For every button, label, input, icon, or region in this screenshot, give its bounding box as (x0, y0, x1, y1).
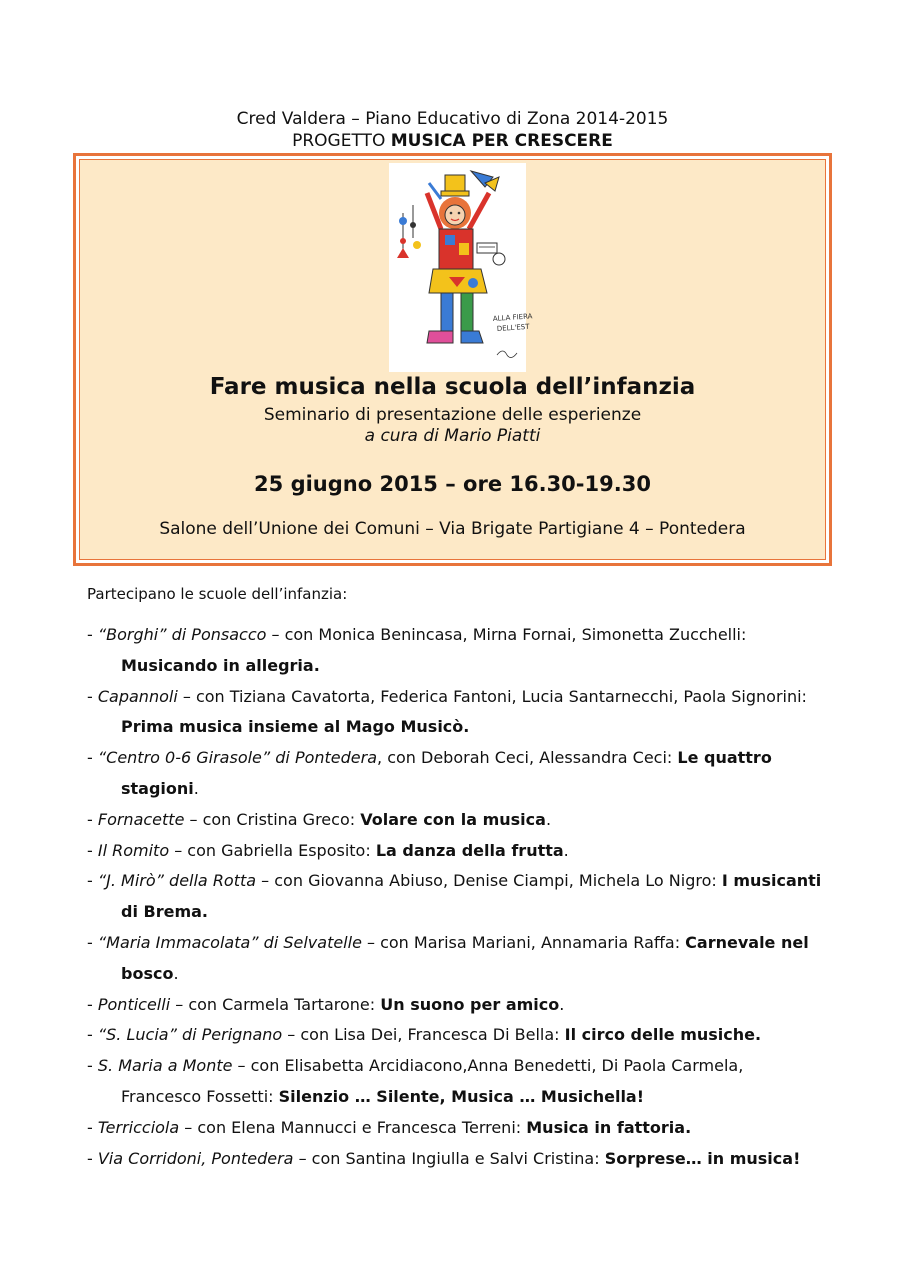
school-tail: . (193, 778, 199, 798)
school-project: Sorprese… in musica! (604, 1148, 801, 1168)
event-box (73, 153, 832, 566)
school-teachers: – con Giovanna Abiuso, Denise Ciampi, Michela Lo Nigro: (256, 871, 722, 891)
list-item: - Ponticelli – con Carmela Tartarone: Un suono per amico. (87, 994, 565, 1014)
school-teachers: – con Elisabetta Arcidiacono,Anna Benedetti, Di Paola Carmela, Francesco Fossetti: (121, 1056, 744, 1106)
school-project: Musicando in allegria. (121, 655, 320, 675)
schools-list (87, 620, 827, 1174)
school-tail: . (563, 840, 569, 860)
event-venue: Salone dell’Unione dei Comuni – Via Brigate Partigiane 4 – Pontedera (159, 519, 746, 539)
header-prefix: PROGETTO (292, 131, 391, 151)
school-project: Il circo delle musiche. (564, 1025, 762, 1045)
school-teachers: – con Elena Mannucci e Francesca Terreni: (179, 1117, 527, 1137)
list-item: - “Centro 0-6 Girasole” di Pontedera, con Deborah Ceci, Alessandra Ceci: Le quattro stagioni. (87, 748, 772, 798)
school-name: “S. Lucia” di Perignano (97, 1025, 283, 1045)
event-subtitle-block (80, 405, 825, 447)
school-name: Il Romito (97, 840, 170, 860)
school-project: I musicanti di Brema. (121, 871, 822, 922)
school-project: Prima musica insieme al Mago Musicò. (121, 717, 470, 737)
school-project: La danza della frutta (375, 840, 564, 860)
school-name: Fornacette (97, 809, 185, 829)
school-teachers: – con Monica Benincasa, Mirna Fornai, Simonetta Zucchelli: (266, 625, 747, 644)
header-line-1: Cred Valdera – Piano Educativo di Zona 2014-2015 (236, 109, 669, 129)
school-tail: . (173, 963, 179, 983)
school-project: Silenzio … Silente, Musica … Musichella! (278, 1086, 645, 1106)
school-teachers: , con Deborah Ceci, Alessandra Ceci: (377, 748, 678, 768)
school-name: “Centro 0-6 Girasole” di Pontedera (97, 748, 378, 768)
school-teachers: – con Carmela Tartarone: (170, 994, 381, 1014)
project-name: MUSICA PER CRESCERE (390, 131, 613, 151)
list-item: - Capannoli – con Tiziana Cavatorta, Federica Fantoni, Lucia Santarnecchi, Paola Signorini: Prima musica insieme al Mago Musicò. (87, 686, 807, 737)
list-item: - “S. Lucia” di Perignano – con Lisa Dei, Francesca Di Bella: Il circo delle musiche. (87, 1025, 762, 1045)
school-teachers: – con Tiziana Cavatorta, Federica Fantoni, Lucia Santarnecchi, Paola Signorini: (177, 686, 807, 706)
school-tail: . (545, 809, 552, 829)
school-name: Capannoli (97, 686, 178, 706)
header-line-2 (0, 130, 905, 152)
school-teachers: – con Gabriella Esposito: (169, 840, 376, 860)
school-name: Via Corridoni, Pontedera (97, 1148, 294, 1168)
school-teachers: – con Lisa Dei, Francesca Di Bella: (282, 1025, 565, 1045)
school-teachers: – con Santina Ingiulla e Salvi Cristina: (293, 1148, 605, 1168)
list-item: - Via Corridoni, Pontedera – con Santina Ingiulla e Salvi Cristina: Sorprese… in musica! (87, 1148, 801, 1168)
school-teachers: – con Cristina Greco: (184, 809, 361, 829)
school-name: “J. Mirò” della Rotta (97, 871, 257, 891)
school-name: Ponticelli (97, 994, 171, 1014)
list-item: - “J. Mirò” della Rotta – con Giovanna Abiuso, Denise Ciampi, Michela Lo Nigro: I musicanti di Brema. (87, 871, 822, 922)
school-name: S. Maria a Monte (97, 1056, 233, 1076)
school-project: Un suono per amico (380, 994, 560, 1014)
event-subtitle: Seminario di presentazione delle esperienze (263, 405, 642, 425)
school-name: “Maria Immacolata” di Selvatelle (97, 932, 362, 952)
school-name: Terricciola (97, 1117, 180, 1137)
school-name: “Borghi” di Ponsacco (97, 625, 267, 644)
event-title: Fare musica nella scuola dell’infanzia (209, 374, 696, 400)
school-project: Le quattro stagioni (121, 748, 772, 798)
musician-drawing-icon (389, 163, 533, 372)
school-project: Volare con la musica (360, 809, 546, 829)
list-item: - Fornacette – con Cristina Greco: Volare con la musica. (87, 809, 552, 829)
list-item: - Il Romito – con Gabriella Esposito: La danza della frutta. (87, 840, 569, 860)
list-item: - Terricciola – con Elena Mannucci e Francesca Terreni: Musica in fattoria. (87, 1117, 692, 1137)
list-item: - “Maria Immacolata” di Selvatelle – con Marisa Mariani, Annamaria Raffa: Carnevale nel bosco. (87, 932, 809, 983)
school-project: Musica in fattoria. (526, 1117, 692, 1137)
school-project: Carnevale nel bosco (121, 932, 809, 983)
intro-text: Partecipano le scuole dell’infanzia: (87, 585, 348, 603)
svg-text:DELL'EST: DELL'EST (496, 322, 530, 333)
document-header (0, 108, 905, 152)
event-date: 25 giugno 2015 – ore 16.30-19.30 (254, 472, 651, 496)
list-item: - S. Maria a Monte – con Elisabetta Arcidiacono,Anna Benedetti, Di Paola Carmela, Francesco Fossetti: Silenzio … Silente, Musica … Musichella! (87, 1056, 744, 1106)
svg-text:ALLA FIERA: ALLA FIERA (492, 312, 533, 323)
school-tail: . (559, 994, 565, 1014)
list-item: - “Borghi” di Ponsacco – con Monica Benincasa, Mirna Fornai, Simonetta Zucchelli: Musicando in allegria. (87, 625, 747, 675)
event-box-inner (79, 159, 826, 560)
event-curator: a cura di Mario Piatti (364, 426, 541, 446)
school-teachers: – con Marisa Mariani, Annamaria Raffa: (361, 932, 686, 952)
